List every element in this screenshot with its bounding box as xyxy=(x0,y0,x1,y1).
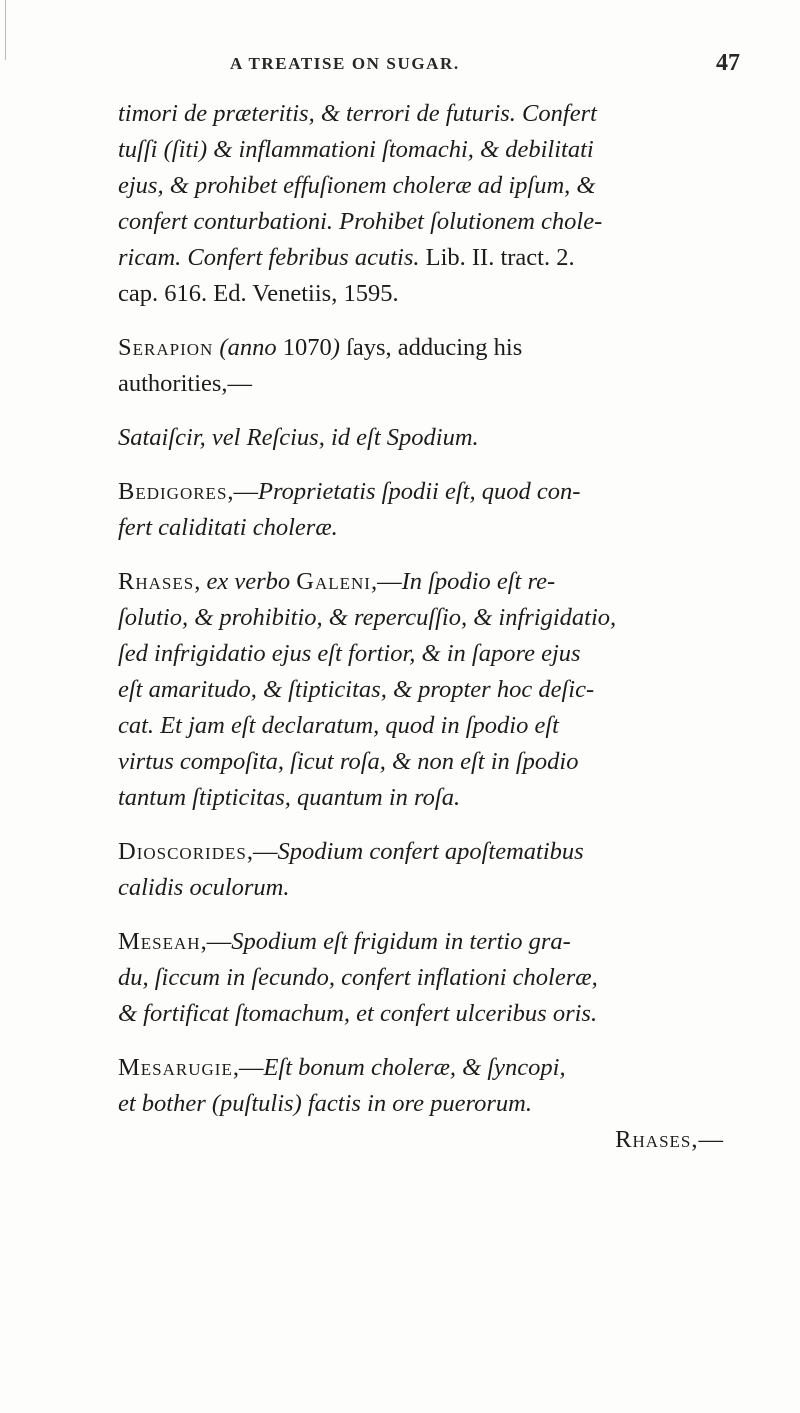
text-line xyxy=(118,132,728,168)
text-run: authorities,— xyxy=(118,370,253,397)
text-line xyxy=(118,510,728,546)
author-name: Meseah xyxy=(118,928,201,955)
paragraph-gap xyxy=(118,546,728,564)
text-run: calidis oculorum. xyxy=(118,874,290,901)
text-run: ricam. Confert febribus acutis. xyxy=(118,244,420,271)
text-run: 1070 xyxy=(276,334,332,361)
text-line xyxy=(118,924,728,960)
text-line xyxy=(118,420,728,456)
text-run: ſolutio, & prohibitio, & repercuſſio, & infrigidatio, xyxy=(118,604,617,631)
text-line xyxy=(118,96,728,132)
text-line xyxy=(118,366,728,402)
text-run: ,— xyxy=(227,478,259,505)
author-name: Mesarugie xyxy=(118,1054,233,1081)
paragraph-gap xyxy=(118,402,728,420)
text-run: confert conturbationi. Prohibet ſolutionem chole- xyxy=(118,208,603,235)
text-run: Eſt bonum choleræ, & ſyncopi, xyxy=(263,1054,566,1081)
text-line xyxy=(118,330,728,366)
paragraph xyxy=(118,474,728,546)
text-run: fert caliditati choleræ. xyxy=(118,514,338,541)
paragraph-gap xyxy=(118,1032,728,1050)
text-line xyxy=(118,780,728,816)
text-run: eſt amaritudo, & ſtipticitas, & propter hoc deſic- xyxy=(118,676,595,703)
text-run: Sataiſcir, vel Reſcius, id eſt Spodium. xyxy=(118,424,479,451)
author-name: Rhases xyxy=(118,568,195,595)
text-run: ſays, adducing his xyxy=(339,334,523,361)
text-run: ſed infrigidatio ejus eſt fortior, & in ſapore ejus xyxy=(118,640,581,667)
text-line xyxy=(118,870,728,906)
author-name: Serapion xyxy=(118,334,214,361)
text-run: Proprietatis ſpodii eſt, quod con- xyxy=(258,478,581,505)
text-line xyxy=(118,996,728,1032)
text-run: In ſpodio eſt re- xyxy=(401,568,556,595)
text-line xyxy=(118,834,728,870)
text-line xyxy=(118,672,728,708)
text-line xyxy=(118,744,728,780)
text-line xyxy=(118,240,728,276)
text-run: ejus, & prohibet effuſionem choleræ ad ipſum, & xyxy=(118,172,596,199)
text-line xyxy=(118,276,728,312)
text-line xyxy=(118,708,728,744)
text-run: et bother (puſtulis) factis in ore puerorum. xyxy=(118,1090,532,1117)
paragraph-gap xyxy=(118,312,728,330)
text-run: virtus compoſita, ſicut roſa, & non eſt in ſpodio xyxy=(118,748,579,775)
paragraph-gap xyxy=(118,816,728,834)
text-run: ) xyxy=(331,334,340,361)
paragraph xyxy=(118,924,728,1032)
paragraph-gap xyxy=(118,906,728,924)
text-run: ,— xyxy=(200,928,232,955)
text-line xyxy=(118,204,728,240)
text-run: ex verbo xyxy=(206,568,291,595)
text-run: Spodium eſt frigidum in tertio gra- xyxy=(231,928,571,955)
text-run: tantum ſtipticitas, quantum in roſa. xyxy=(118,784,461,811)
text-run: ,— xyxy=(246,838,278,865)
text-line xyxy=(118,474,728,510)
text-line xyxy=(118,636,728,672)
paragraph xyxy=(118,834,728,906)
text-run: ,— xyxy=(370,568,402,595)
text-run: cat. Et jam eſt declaratum, quod in ſpodio eſt xyxy=(118,712,559,739)
catchword: Rhases,— xyxy=(615,1126,724,1153)
text-run: cap. 616. Ed. Venetiis, 1595. xyxy=(118,280,399,307)
paragraph xyxy=(118,1050,728,1122)
paragraph xyxy=(118,564,728,816)
text-run: (anno xyxy=(219,334,277,361)
paragraph-gap xyxy=(118,456,728,474)
text-line xyxy=(118,1086,728,1122)
text-run: tuſſi (ſiti) & inflammationi ſtomachi, & debilitati xyxy=(118,136,594,163)
paragraph xyxy=(118,96,728,312)
text-run: Lib. II. tract. 2. xyxy=(419,244,575,271)
page-edge-line xyxy=(5,0,6,60)
paragraph xyxy=(118,330,728,402)
running-head: A TREATISE ON SUGAR. xyxy=(230,54,460,73)
text-run: timori de præteritis, & terrori de futuris. Confert xyxy=(118,100,597,127)
text-line xyxy=(118,1050,728,1086)
text-line xyxy=(118,564,728,600)
text-run: & fortificat ſtomachum, et confert ulceribus oris. xyxy=(118,1000,598,1027)
page-number: 47 xyxy=(716,50,740,76)
text-line xyxy=(118,600,728,636)
author-name: Bedigores xyxy=(118,478,228,505)
text-run: ,— xyxy=(232,1054,264,1081)
text-line xyxy=(118,168,728,204)
text-run: , xyxy=(194,568,207,595)
text-line xyxy=(118,960,728,996)
paragraph xyxy=(118,420,728,456)
body-text xyxy=(118,96,728,1158)
text-run: du, ſiccum in ſecundo, confert inflationi choleræ, xyxy=(118,964,598,991)
text-run: Spodium confert apoſtematibus xyxy=(277,838,584,865)
author-name: Dioscorides xyxy=(118,838,247,865)
author-name: Galeni xyxy=(296,568,371,595)
